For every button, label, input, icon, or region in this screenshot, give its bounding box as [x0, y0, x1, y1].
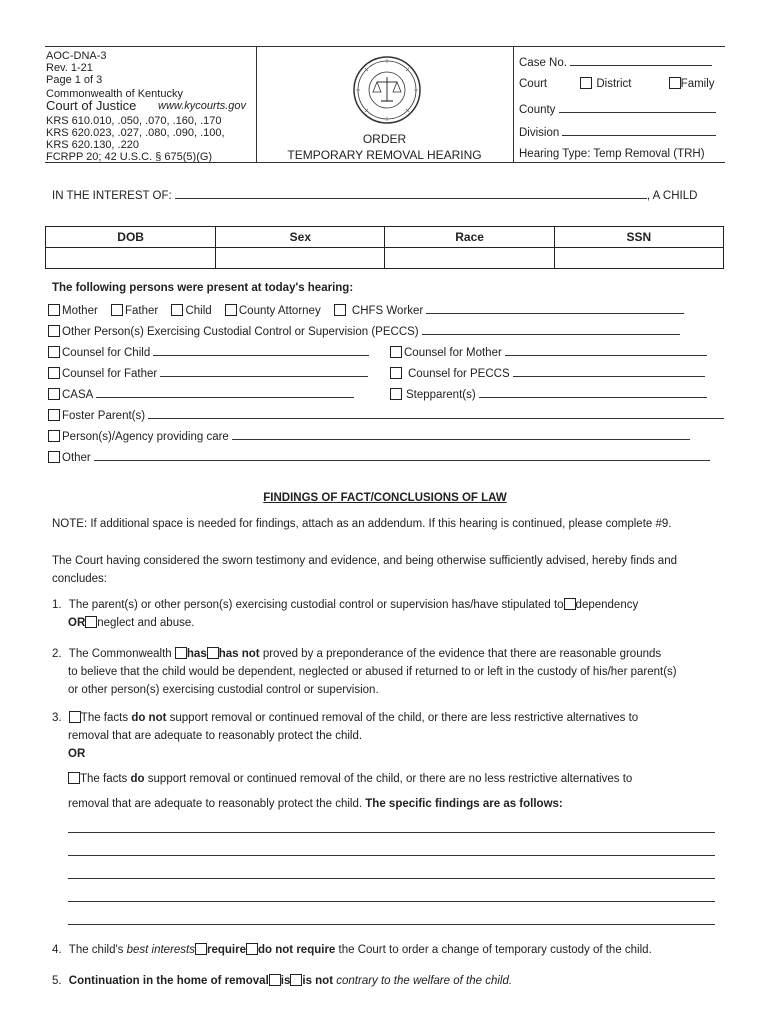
findings-heading: FINDINGS OF FACT/CONCLUSIONS OF LAW: [263, 492, 507, 504]
ssn-cell[interactable]: [554, 248, 723, 269]
stepparent-checkbox[interactable]: [390, 388, 402, 400]
county-attorney-checkbox[interactable]: [225, 304, 237, 316]
present-row-1: Mother Father Child County Attorney CHFS Worker: [48, 302, 684, 317]
present-row-other: Other: [48, 449, 710, 464]
court-of-justice-label: Court of Justice: [46, 98, 137, 113]
has-not-checkbox[interactable]: [207, 647, 219, 659]
peccs-checkbox[interactable]: [48, 325, 60, 337]
commonwealth-label: Commonwealth of Kentucky: [46, 88, 183, 100]
finding-item-3a: 3. The facts do not support removal or continued removal of the child, or there are less restrictive alternatives to removal that are adequate to reasonably protect the child. OR: [52, 712, 639, 760]
findings-line-2[interactable]: [68, 855, 715, 856]
counsel-father-field[interactable]: [160, 365, 368, 377]
county-field[interactable]: [559, 101, 716, 113]
dob-header: DOB: [46, 227, 216, 248]
findings-note: NOTE: If additional space is needed for findings, attach as an addendum. If this hearing is continued, please complete #9.: [52, 518, 672, 530]
table-row: [46, 248, 724, 269]
child-name-field[interactable]: [175, 187, 647, 199]
other-field[interactable]: [94, 449, 710, 461]
foster-checkbox[interactable]: [48, 409, 60, 421]
finding-item-3b-line2: removal that are adequate to reasonably protect the child. The specific findings are as follows:: [68, 798, 563, 810]
counsel-child-checkbox[interactable]: [48, 346, 60, 358]
website-label: www.kycourts.gov: [158, 100, 247, 112]
agency-checkbox[interactable]: [48, 430, 60, 442]
finding-item-5: 5. Continuation in the home of removal is is not contrary to the welfare of the child.: [52, 975, 513, 987]
krs-line-4: FCRPP 20; 42 U.S.C. § 675(5)(G): [46, 151, 213, 163]
sex-cell[interactable]: [216, 248, 385, 269]
present-row-peccs: Other Person(s) Exercising Custodial Control or Supervision (PECCS): [48, 323, 680, 338]
present-row-counsel-mother: Counsel for Mother: [390, 344, 707, 359]
division-label: Division: [519, 124, 716, 139]
sex-header: Sex: [216, 227, 385, 248]
order-title: ORDER: [362, 132, 407, 146]
court-type-row: Court District Family: [519, 78, 715, 90]
facts-do-not-checkbox[interactable]: [69, 711, 81, 723]
present-row-counsel-peccs: Counsel for PECCS: [390, 365, 705, 380]
casa-field[interactable]: [96, 386, 354, 398]
dob-cell[interactable]: [46, 248, 216, 269]
division-field[interactable]: [562, 124, 716, 136]
finding-item-1: 1. The parent(s) or other person(s) exercising custodial control or supervision has/have stipulated to dependency OR neglect and abuse.: [52, 599, 639, 629]
present-row-casa: CASA: [48, 386, 354, 401]
chfs-worker-field[interactable]: [426, 302, 684, 314]
district-checkbox[interactable]: [580, 77, 592, 89]
counsel-father-checkbox[interactable]: [48, 367, 60, 379]
header-top-rule: [45, 46, 725, 47]
finding-item-3b: The facts do support removal or continued removal of the child, or there are no less restrictive alternatives to: [52, 770, 722, 788]
present-heading: The following persons were present at today's hearing:: [52, 282, 354, 294]
stepparent-field[interactable]: [479, 386, 707, 398]
father-checkbox[interactable]: [111, 304, 123, 316]
present-row-counsel-father: Counsel for Father: [48, 365, 368, 380]
present-row-counsel-child: Counsel for Child: [48, 344, 369, 359]
hearing-type: Hearing Type: Temp Removal (TRH): [519, 148, 705, 160]
family-checkbox[interactable]: [669, 77, 681, 89]
present-row-agency: Person(s)/Agency providing care: [48, 428, 690, 443]
interest-row: IN THE INTEREST OF: , A CHILD: [52, 187, 697, 202]
counsel-child-field[interactable]: [153, 344, 369, 356]
casa-checkbox[interactable]: [48, 388, 60, 400]
findings-intro: The Court having considered the sworn testimony and evidence, and being otherwise sufficiently advised, hereby finds and concludes:: [52, 555, 677, 585]
counsel-mother-checkbox[interactable]: [390, 346, 402, 358]
finding-item-2: 2. The Commonwealth has has not proved by a preponderance of the evidence that there are reasonable grounds to believe that the child would be dependent, neglected or abused if returned to or left in the custody of his/her parent(s) or other person(s) exercising custodial control or supervision.: [52, 648, 677, 696]
chfs-worker-checkbox[interactable]: [334, 304, 346, 316]
present-row-foster: Foster Parent(s): [48, 407, 724, 422]
neglect-abuse-checkbox[interactable]: [85, 616, 97, 628]
finding-item-4: 4. The child's best interests require do not require the Court to order a change of temporary custody of the child.: [52, 944, 652, 956]
race-header: Race: [385, 227, 554, 248]
krs-line-1: KRS 610.010, .050, .070, .160, .170: [46, 115, 222, 127]
mother-checkbox[interactable]: [48, 304, 60, 316]
form-rev: Rev. 1-21: [46, 62, 93, 74]
other-checkbox[interactable]: [48, 451, 60, 463]
case-no-label: Case No.: [519, 54, 712, 69]
form-id: AOC-DNA-3: [46, 50, 107, 62]
foster-field[interactable]: [148, 407, 724, 419]
order-subtitle: TEMPORARY REMOVAL HEARING: [287, 148, 482, 162]
has-checkbox[interactable]: [175, 647, 187, 659]
dependency-checkbox[interactable]: [564, 598, 576, 610]
do-not-require-checkbox[interactable]: [246, 943, 258, 955]
ssn-header: SSN: [554, 227, 723, 248]
child-checkbox[interactable]: [171, 304, 183, 316]
krs-line-2: KRS 620.023, .027, .080, .090, .100,: [46, 127, 225, 139]
findings-line-5[interactable]: [68, 924, 715, 925]
counsel-peccs-field[interactable]: [513, 365, 705, 377]
findings-line-1[interactable]: [68, 832, 715, 833]
findings-line-4[interactable]: [68, 901, 715, 902]
table-header-row: [46, 227, 724, 248]
findings-line-3[interactable]: [68, 878, 715, 879]
case-no-field[interactable]: [570, 54, 712, 66]
agency-field[interactable]: [232, 428, 690, 440]
kentucky-seal-icon: [352, 55, 422, 125]
present-row-stepparent: Stepparent(s): [390, 386, 707, 401]
krs-line-3: KRS 620.130, .220: [46, 139, 139, 151]
counsel-mother-field[interactable]: [505, 344, 707, 356]
counsel-peccs-checkbox[interactable]: [390, 367, 402, 379]
county-label: County: [519, 101, 716, 116]
race-cell[interactable]: [385, 248, 554, 269]
require-checkbox[interactable]: [195, 943, 207, 955]
header-divider-right: [513, 46, 514, 162]
is-not-checkbox[interactable]: [290, 974, 302, 986]
is-checkbox[interactable]: [269, 974, 281, 986]
peccs-field[interactable]: [422, 323, 680, 335]
page-number: Page 1 of 3: [46, 74, 103, 86]
facts-do-checkbox[interactable]: [68, 772, 80, 784]
child-info-table: [45, 226, 724, 269]
